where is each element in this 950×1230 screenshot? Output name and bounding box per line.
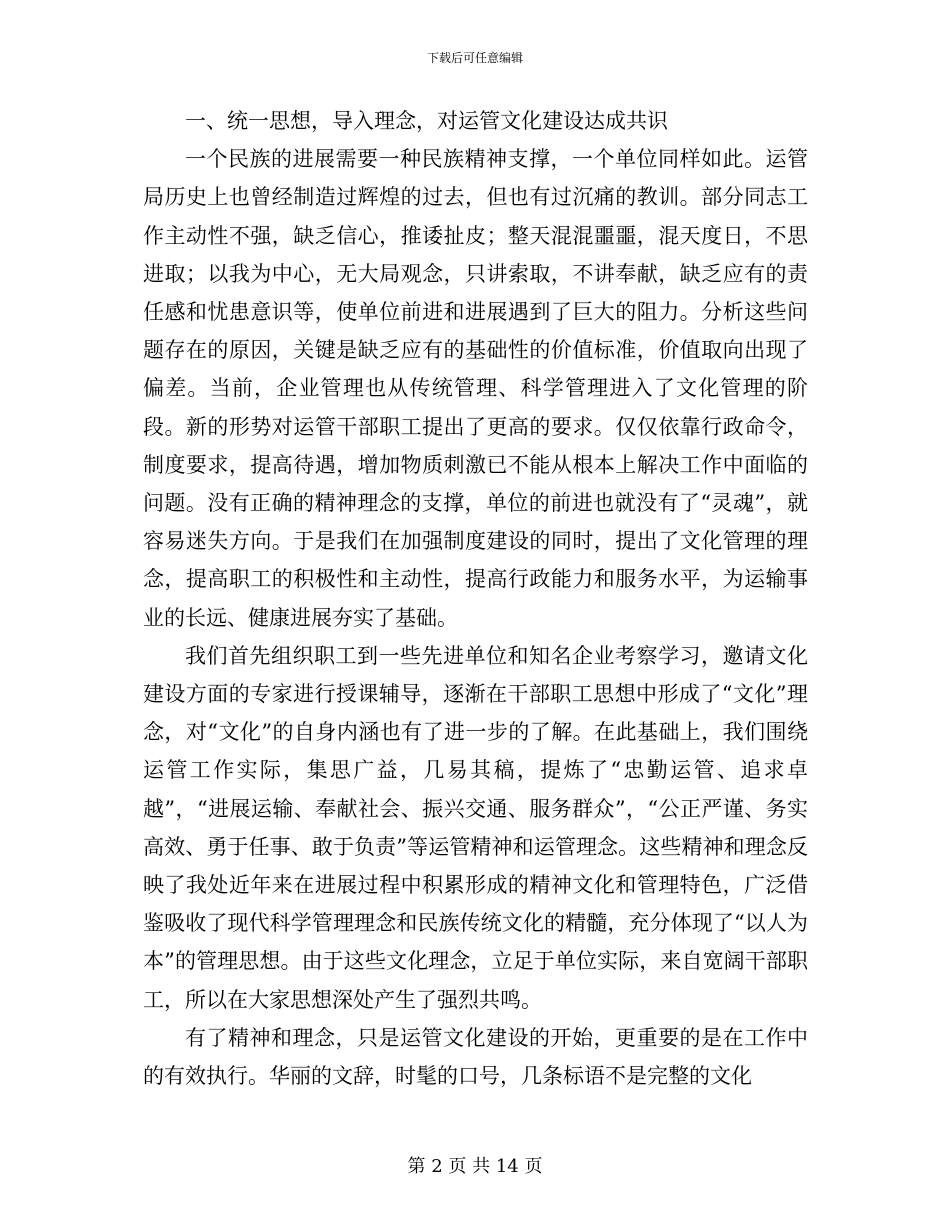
paragraph-2: 我们首先组织职工到一些先进单位和知名企业考察学习，邀请文化建设方面的专家进行授课辅导，逐渐在干部职工思想中形成了“文化”理念，对“文化”的自身内涵也有了进一步的了解。在此基础上，我们围绕运管工作实际，集思广益，几易其稿，提炼了“忠勤运管、追求卓越”，“进展运输、奉献社会、振兴交通、服务群众”，“公正严谨、务实高效、勇于任事、敢于负责”等运管精神和运管理念。这些精神和理念反映了我处近年来在进展过程中积累形成的精神文化和管理特色，广泛借鉴吸收了现代科学管理理念和民族传统文化的精髓，充分体现了“以人为本”的管理思想。由于这些文化理念，立足于单位实际，来自宽阔干部职工，所以在大家思想深处产生了强烈共鸣。	[143, 643, 808, 1012]
section-heading: 一、统一思想，导入理念，对运管文化建设达成共识	[185, 109, 668, 133]
document-body	[143, 102, 808, 1095]
paragraph-3: 有了精神和理念，只是运管文化建设的开始，更重要的是在工作中的有效执行。华丽的文辞，时髦的口号，几条标语不是完整的文化	[143, 1025, 808, 1089]
page-header: 下载后可任意编辑	[426, 51, 523, 65]
page-number: 第 2 页 共 14 页	[407, 1156, 543, 1177]
paragraph-1: 一个民族的进展需要一种民族精神支撑，一个单位同样如此。运管局历史上也曾经制造过辉煌的过去，但也有过沉痛的教训。部分同志工作主动性不强，缺乏信心，推诿扯皮；整天混混噩噩，混天度日，不思进取；以我为中心，无大局观念，只讲索取，不讲奉献，缺乏应有的责任感和忧患意识等，使单位前进和进展遇到了巨大的阻力。分析这些问题存在的原因，关键是缺乏应有的基础性的价值标准，价值取向出现了偏差。当前，企业管理也从传统管理、科学管理进入了文化管理的阶段。新的形势对运管干部职工提出了更高的要求。仅仅依靠行政命令，制度要求，提高待遇，增加物质刺激已不能从根本上解决工作中面临的问题。没有正确的精神理念的支撑，单位的前进也就没有了“灵魂”，就容易迷失方向。于是我们在加强制度建设的同时，提出了文化管理的理念，提高职工的积极性和主动性，提高行政能力和服务水平，为运输事业的长远、健康进展夯实了基础。	[143, 147, 808, 630]
